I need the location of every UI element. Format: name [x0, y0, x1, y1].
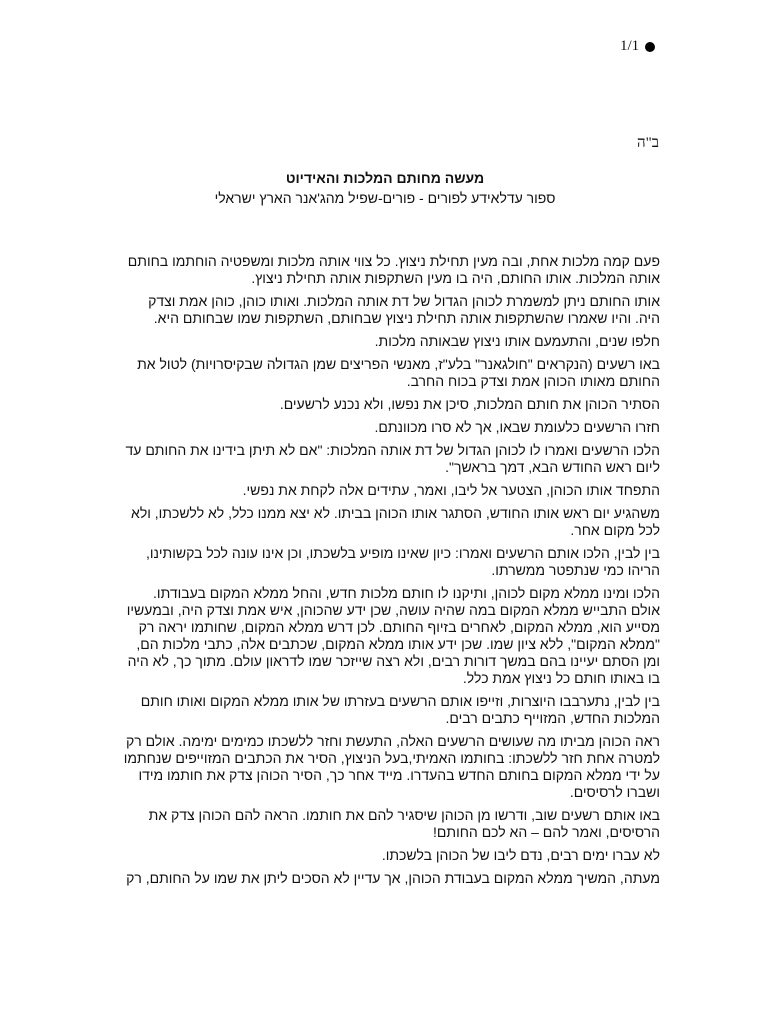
title-block	[130, 170, 640, 206]
paragraph: הסתיר הכוהן את חותם המלכות, סיכן את נפשו, ולא נכנע לרשעים.	[279, 396, 660, 412]
paragraph: התפחד אותו הכוהן, הצטער אל ליבו, ואמר, עתידים אלה לקחת את נפשי.	[242, 482, 660, 498]
document-subtitle: ספור עדלאידע לפורים - פורים-שפיל מהג'אנר הארץ ישראלי	[214, 190, 556, 206]
paragraph: חזרו הרשעים כלעומת שבאו, אך לא סרו מכוונתם.	[374, 419, 660, 435]
paragraph: באו אותם רשעים שוב, ודרשו מן הכוהן שיסגיר להם את חותמו. הראה להם הכוהן צדק את הרסיסים, ואמר להם – הא לכם החותם!	[148, 807, 660, 840]
paragraph: ראה הכוהן מביתו מה שעושים הרשעים האלה, התעשת וחזר ללשכתו כמימים ימימה. אולם רק למטרה אחת חזר ללשכתו: בחותמו האמיתי,בעל הניצוץ, הסיר את הכתבים המזוייפים שנחתמו על ידי ממלא המקום בחותם החדש בהעדרו. מייד אחר כך, הסיר הכוהן צדק את חותמו מידו ושברו לרסיסים.	[123, 733, 660, 800]
page-number: 1/1	[620, 38, 640, 54]
paragraph: בין לבין, הלכו אותם הרשעים ואמרו: כיון שאינו מופיע בלשכתו, וכן אינו עונה לכל בקשותינו, הריהו כמי שנתפטר ממשרתו.	[145, 545, 660, 578]
bullet-icon	[645, 42, 655, 52]
header-bh: ב"ה	[637, 135, 659, 151]
paragraph: הלכו הרשעים ואמרו לו לכוהן הגדול של דת אותה המלכות: "אם לא תיתן בידינו את החותם עד ליום ראש החודש הבא, דמך בראשך".	[125, 442, 660, 475]
paragraph: אותו החותם ניתן למשמרת לכוהן הגדול של דת אותה המלכות. ואותו כוהן, כוהן אמת וצדק היה. והיו שאמרו שהשתקפות אותה תחילת ניצוץ שבחותם, השתקפות שמו שבחותם היא.	[148, 293, 660, 326]
paragraph: מעתה, המשיך ממלא המקום בעבודת הכוהן, אך עדיין לא הסכים ליתן את שמו על החותם, רק	[126, 870, 660, 886]
paragraph: הלכו ומינו ממלא מקום לכוהן, ותיקנו לו חותם מלכות חדש, והחל ממלא המקום בעבודתו. אולם התבייש ממלא המקום במה שהיה עושה, שכן ידע שהכוהן, איש אמת וצדק היה, ובמעשיו מסייע הוא, ממלא המקום, לאחרים בזיוף החותם. לכן דרש ממלא המקום, שחותמו יראה רק "ממלא המקום", ללא ציון שמו. שכן ידע אותו ממלא המקום, שכתבים אלה, כתבי מלכות הם, ומן הסתם יעיינו בהם במשך דורות רבים, ולא רצה שייזכר שמו לדראון עולם. מתוך כך, לא היה בו באותו חותם כל ניצוץ אמת כלל.	[126, 585, 660, 686]
paragraph: משהגיע יום ראש אותו החודש, הסתגר אותו הכוהן בביתו. לא יצא ממנו כלל, לא ללשכתו, ולא לכל מקום אחר.	[131, 505, 660, 538]
paragraph: פעם קמה מלכות אחת, ובה מעין תחילת ניצוץ. כל צווי אותה מלכות ומשפטיה הוחתמו בחותם אותה המלכות. אותו החותם, היה בו מעין השתקפות אותה תחילת ניצוץ.	[127, 253, 660, 286]
page-marker	[620, 38, 655, 55]
paragraph: חלפו שנים, והתעמעם אותו ניצוץ שבאותה מלכות.	[374, 333, 660, 349]
paragraph: באו רשעים (הנקראים "חולגאנר" בלע"ז, מאנשי הפריצים שמן הגדולה שבקיסרויות) לטול את החותם מאותו הכוהן אמת וצדק בכוח החרב.	[137, 356, 660, 389]
paragraph: בין לבין, נתערבבו היוצרות, וזייפו אותם הרשעים בעזרתו של אותו ממלא המקום ואותו חותם המלכות החדש, המזוייף כתבים רבים.	[140, 693, 660, 726]
document-title: מעשה מחותם המלכות והאידיוט	[285, 170, 485, 186]
document-body	[122, 253, 660, 893]
paragraph: לא עברו ימים רבים, נדם ליבו של הכוהן בלשכתו.	[381, 847, 660, 863]
